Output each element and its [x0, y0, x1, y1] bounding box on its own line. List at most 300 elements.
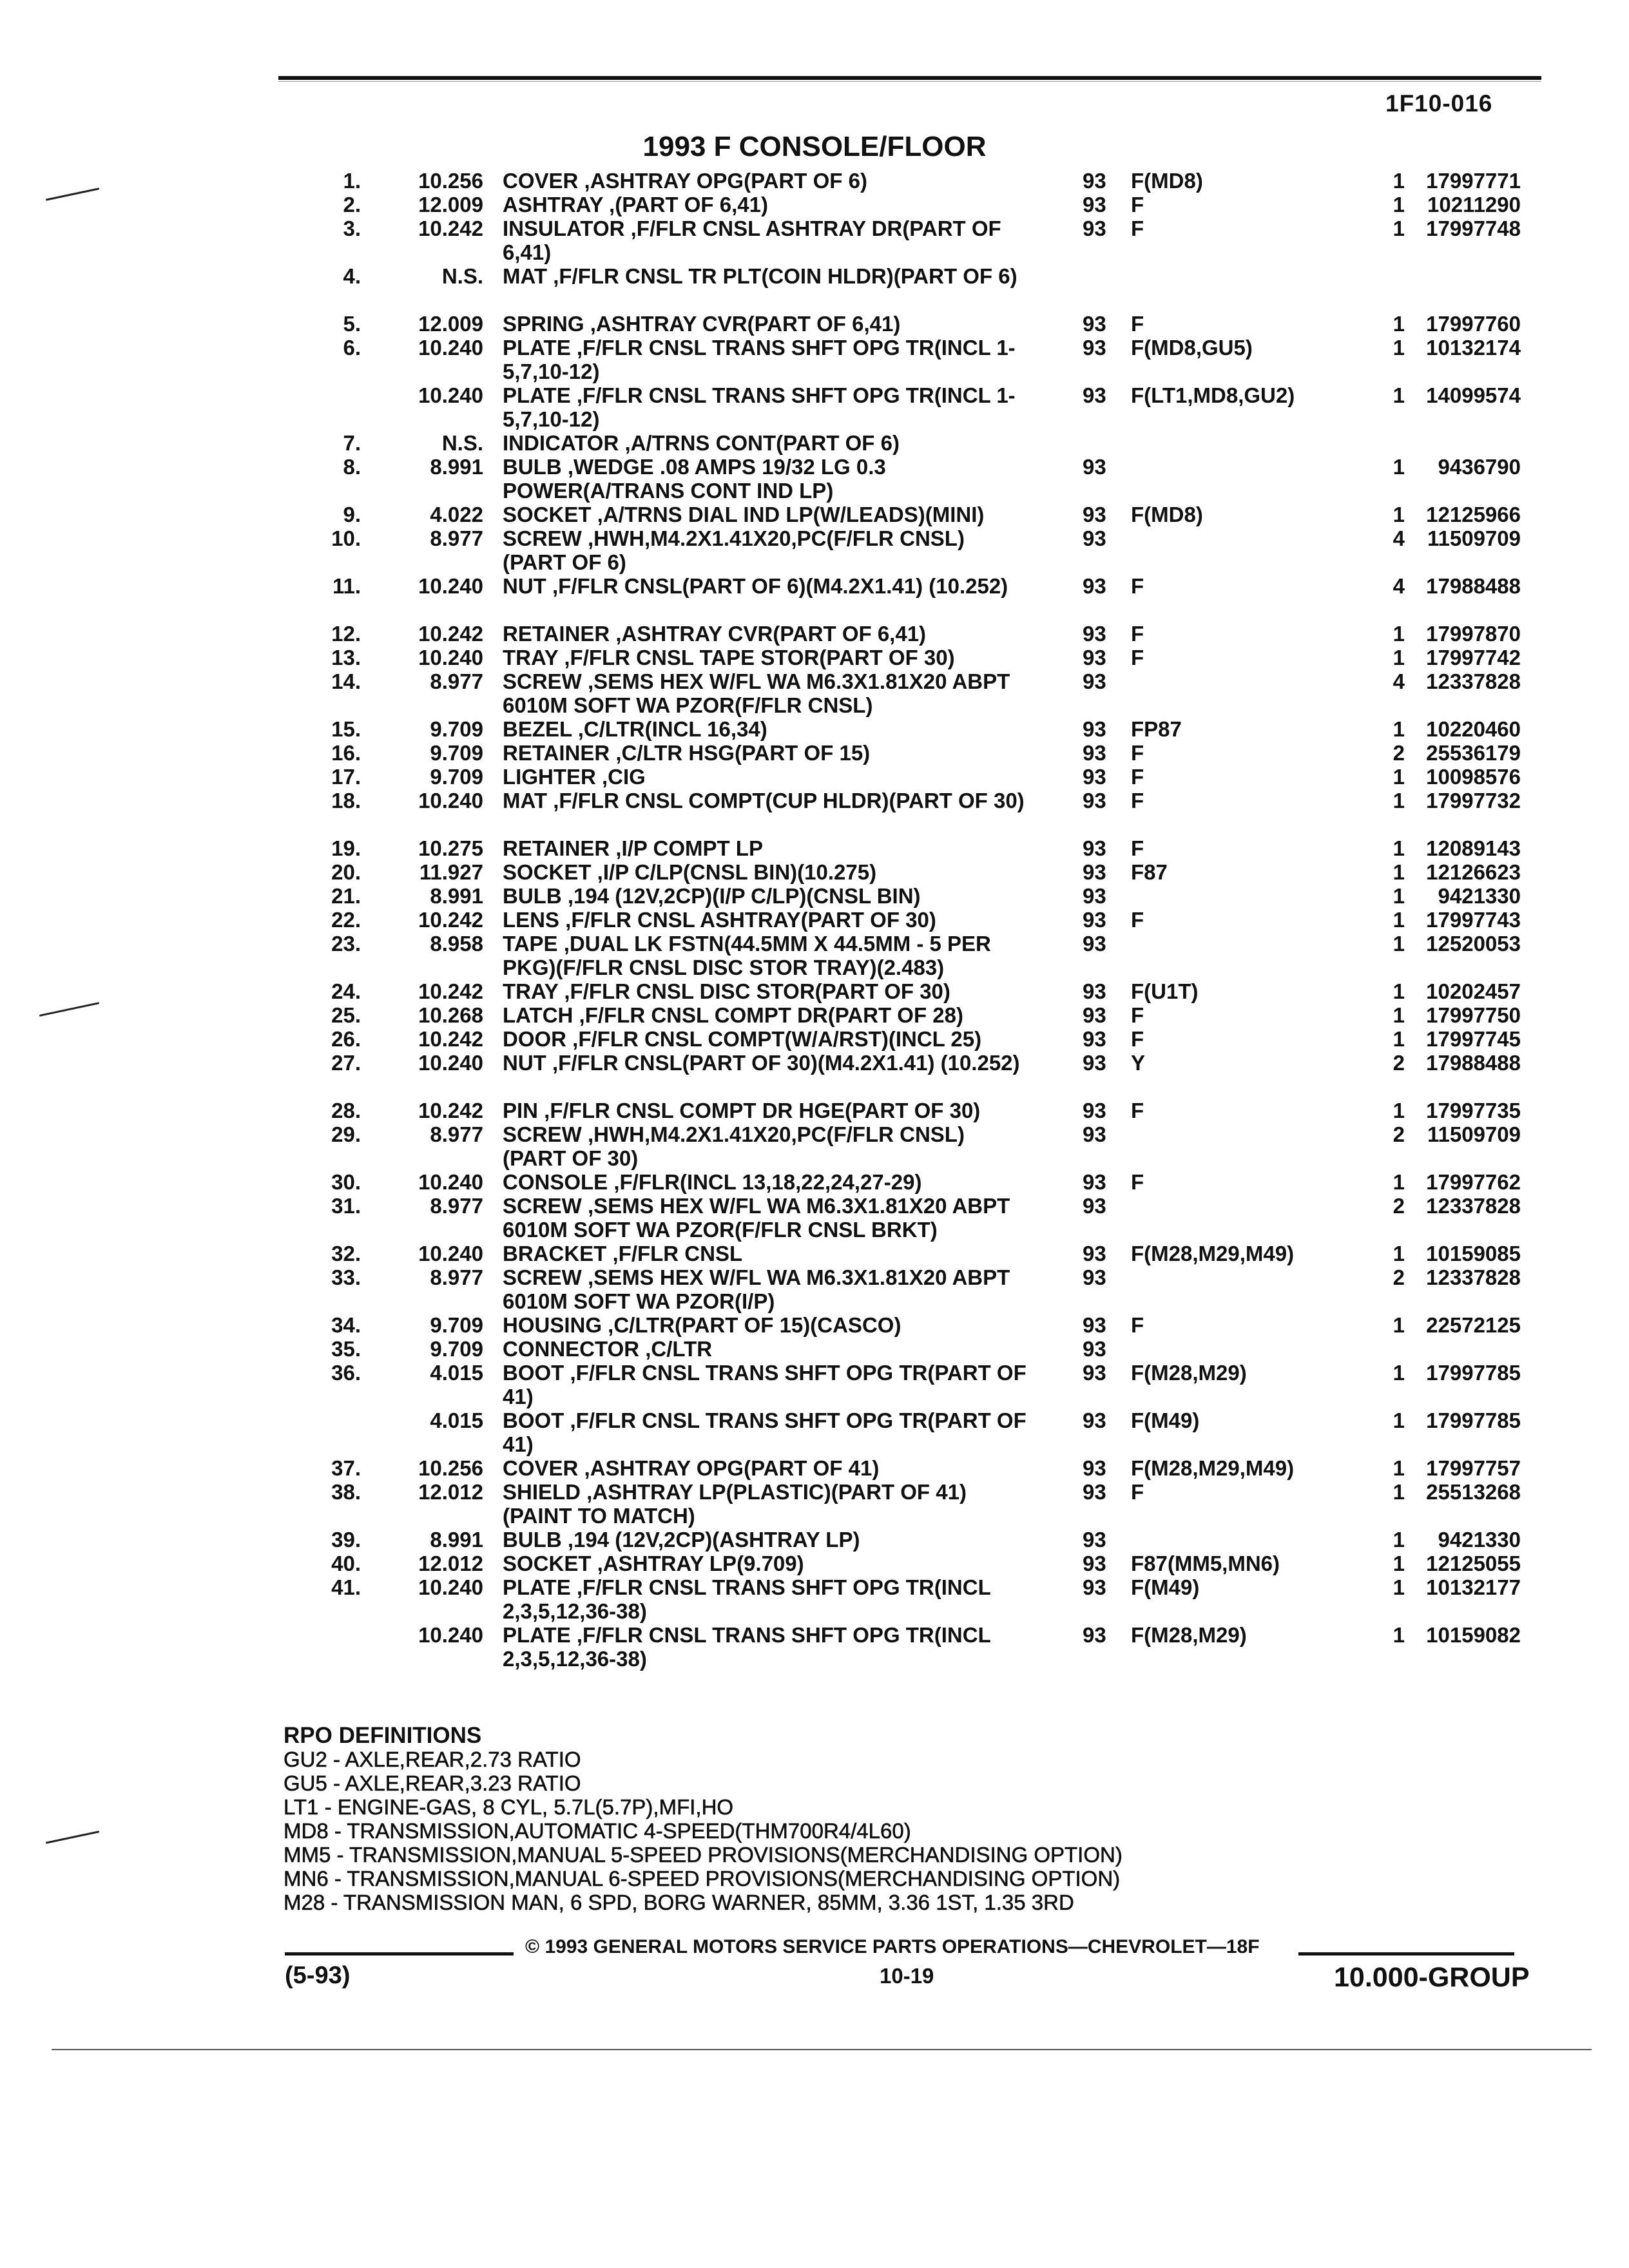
item-number: 34.: [331, 1313, 361, 1337]
part-description: SOCKET ,I/P C/LP(CNSL BIN)(10.275): [503, 860, 877, 884]
part-number: 17997771: [1426, 169, 1521, 193]
rpo-code: F(M28,M29,M49): [1131, 1456, 1295, 1480]
item-number: 27.: [331, 1051, 361, 1075]
rpo-code: F(MD8): [1131, 503, 1203, 526]
part-description: PLATE ,F/FLR CNSL TRANS SHFT OPG TR(INCL 1-5,7,10-12): [503, 383, 1016, 431]
table-row: [0, 336, 1629, 383]
part-number: 17988488: [1426, 1051, 1521, 1075]
group-number: 9.709: [430, 765, 483, 789]
part-description: BOOT ,F/FLR CNSL TRANS SHFT OPG TR(PART OF 41): [503, 1361, 1027, 1408]
part-description: INDICATOR ,A/TRNS CONT(PART OF 6): [503, 431, 900, 455]
group-number: 12.009: [418, 193, 483, 216]
rpo-definitions: [284, 1724, 1123, 1914]
model-year: 93: [1083, 1408, 1106, 1432]
table-row: [0, 884, 1629, 908]
table-row: [0, 979, 1629, 1003]
table-row: [0, 1313, 1629, 1337]
rpo-code: F(MD8): [1131, 169, 1203, 193]
page-id: 1F10-016: [1385, 90, 1493, 117]
part-description: BEZEL ,C/LTR(INCL 16,34): [503, 717, 767, 741]
part-number: 12337828: [1426, 669, 1521, 693]
quantity: 2: [1393, 741, 1405, 765]
quantity: 1: [1393, 1361, 1405, 1385]
model-year: 93: [1083, 1552, 1106, 1575]
group-number: 4.015: [430, 1361, 483, 1385]
part-description: RETAINER ,C/LTR HSG(PART OF 15): [503, 741, 871, 765]
model-year: 93: [1083, 1623, 1106, 1647]
part-number: 12520053: [1426, 932, 1521, 956]
quantity: 1: [1393, 1623, 1405, 1647]
group-number: N.S.: [441, 264, 483, 288]
model-year: 93: [1083, 1313, 1106, 1337]
part-description: TRAY ,F/FLR CNSL TAPE STOR(PART OF 30): [503, 646, 955, 669]
model-year: 93: [1083, 1265, 1106, 1289]
part-description: RETAINER ,ASHTRAY CVR(PART OF 6,41): [503, 622, 927, 646]
item-number: 33.: [331, 1265, 361, 1289]
quantity: 1: [1393, 646, 1405, 669]
part-number: 9436790: [1438, 455, 1521, 479]
quantity: 1: [1393, 336, 1405, 360]
model-year: 93: [1083, 669, 1106, 693]
quantity: 1: [1393, 1528, 1405, 1552]
group-number: 8.977: [430, 1122, 483, 1146]
group-number: 10.240: [418, 1170, 483, 1194]
item-number: 25.: [331, 1003, 361, 1027]
rpo-code: F(M49): [1131, 1408, 1200, 1432]
group-number: 10.268: [418, 1003, 483, 1027]
quantity: 4: [1393, 669, 1405, 693]
model-year: 93: [1083, 1337, 1106, 1361]
part-number: 17997762: [1426, 1170, 1521, 1194]
table-row: [0, 169, 1629, 193]
part-description: PLATE ,F/FLR CNSL TRANS SHFT OPG TR(INCL 2,3,5,12,36-38): [503, 1623, 991, 1671]
model-year: 93: [1083, 526, 1106, 550]
item-number: 11.: [332, 574, 361, 598]
rpo-item: MN6 - TRANSMISSION,MANUAL 6-SPEED PROVISIONS(MERCHANDISING OPTION): [284, 1867, 1121, 1890]
part-number: 17997742: [1426, 646, 1521, 669]
part-description: BULB ,194 (12V,2CP)(I/P C/LP)(CNSL BIN): [503, 884, 921, 908]
rpo-code: FP87: [1131, 717, 1182, 741]
part-number: 10220460: [1426, 717, 1521, 741]
table-row: [0, 1099, 1629, 1122]
table-row: [0, 1122, 1629, 1170]
quantity: 4: [1393, 574, 1405, 598]
footer-page-number: 10-19: [880, 1964, 934, 1988]
part-description: TAPE ,DUAL LK FSTN(44.5MM X 44.5MM - 5 PER PKG)(F/FLR CNSL DISC STOR TRAY)(2.483): [503, 932, 991, 979]
part-description: PIN ,F/FLR CNSL COMPT DR HGE(PART OF 30): [503, 1099, 981, 1122]
model-year: 93: [1083, 1361, 1106, 1385]
part-number: 17997748: [1426, 216, 1521, 240]
table-row: [0, 1003, 1629, 1027]
model-year: 93: [1083, 1027, 1106, 1051]
item-number: 12.: [331, 622, 361, 646]
part-number: 12126623: [1426, 860, 1521, 884]
table-row: [0, 1552, 1629, 1575]
quantity: 2: [1393, 1122, 1405, 1146]
part-number: 10098576: [1426, 765, 1521, 789]
part-description: CONSOLE ,F/FLR(INCL 13,18,22,24,27-29): [503, 1170, 922, 1194]
model-year: 93: [1083, 932, 1106, 956]
item-number: 2.: [343, 193, 361, 216]
rpo-code: F(M28,M29,M49): [1131, 1242, 1295, 1265]
quantity: 1: [1393, 717, 1405, 741]
part-description: SOCKET ,A/TRNS DIAL IND LP(W/LEADS)(MINI): [503, 503, 985, 526]
quantity: 1: [1393, 1027, 1405, 1051]
part-number: 14099574: [1426, 383, 1521, 407]
item-number: 16.: [331, 741, 361, 765]
rpo-code: F(LT1,MD8,GU2): [1131, 383, 1295, 407]
part-number: 12337828: [1426, 1265, 1521, 1289]
top-rule-thin: [278, 81, 1541, 82]
model-year: 93: [1083, 765, 1106, 789]
quantity: 1: [1393, 1575, 1405, 1599]
group-number: 12.012: [418, 1480, 483, 1504]
table-row: [0, 574, 1629, 622]
table-row: [0, 383, 1629, 431]
page-title: 1993 F CONSOLE/FLOOR: [642, 131, 987, 162]
group-number: 8.977: [430, 526, 483, 550]
model-year: 93: [1083, 503, 1106, 526]
group-number: 12.009: [418, 312, 483, 336]
table-row: [0, 1456, 1629, 1480]
group-number: 10.242: [418, 1099, 483, 1122]
part-description: LIGHTER ,CIG: [503, 765, 646, 789]
part-description: SHIELD ,ASHTRAY LP(PLASTIC)(PART OF 41) (PAINT TO MATCH): [503, 1480, 967, 1528]
item-number: 26.: [331, 1027, 361, 1051]
rpo-heading: RPO DEFINITIONS: [284, 1723, 482, 1748]
table-row: [0, 717, 1629, 741]
quantity: 1: [1393, 193, 1405, 216]
model-year: 93: [1083, 622, 1106, 646]
item-number: 19.: [331, 836, 361, 860]
part-number: 17997743: [1426, 908, 1521, 932]
quantity: 1: [1393, 1313, 1405, 1337]
group-number: 10.240: [418, 1242, 483, 1265]
model-year: 93: [1083, 646, 1106, 669]
rpo-code: F87: [1131, 860, 1168, 884]
rpo-item: GU5 - AXLE,REAR,3.23 RATIO: [284, 1771, 581, 1795]
footer-rule-right: [1298, 1952, 1514, 1956]
group-number: 11.927: [419, 860, 483, 884]
table-row: [0, 669, 1629, 717]
rpo-code: F: [1131, 193, 1144, 216]
quantity: 1: [1393, 169, 1405, 193]
part-number: 17997760: [1426, 312, 1521, 336]
part-description: LATCH ,F/FLR CNSL COMPT DR(PART OF 28): [503, 1003, 963, 1027]
item-number: 18.: [331, 789, 361, 812]
item-number: 3.: [343, 216, 361, 240]
model-year: 93: [1083, 860, 1106, 884]
group-number: 9.709: [430, 1337, 483, 1361]
rpo-item: GU2 - AXLE,REAR,2.73 RATIO: [284, 1747, 581, 1771]
group-number: N.S.: [441, 431, 483, 455]
part-number: 17997785: [1426, 1361, 1521, 1385]
part-number: 12337828: [1426, 1194, 1521, 1218]
group-number: 9.709: [430, 717, 483, 741]
table-row: [0, 1194, 1629, 1242]
part-description: CONNECTOR ,C/LTR: [503, 1337, 713, 1361]
quantity: 1: [1393, 622, 1405, 646]
quantity: 1: [1393, 860, 1405, 884]
rpo-code: F: [1131, 765, 1144, 789]
part-number: 9421330: [1438, 884, 1521, 908]
part-description: BULB ,194 (12V,2CP)(ASHTRAY LP): [503, 1528, 860, 1552]
rpo-code: F: [1131, 1003, 1144, 1027]
table-row: [0, 741, 1629, 765]
rpo-code: F: [1131, 1027, 1144, 1051]
model-year: 93: [1083, 1099, 1106, 1122]
group-number: 8.977: [430, 669, 483, 693]
margin-mark: [46, 1831, 100, 1844]
part-description: ASHTRAY ,(PART OF 6,41): [503, 193, 768, 216]
item-number: 38.: [331, 1480, 361, 1504]
model-year: 93: [1083, 312, 1106, 336]
table-row: [0, 431, 1629, 455]
part-number: 25513268: [1426, 1480, 1521, 1504]
item-number: 1.: [343, 169, 361, 193]
model-year: 93: [1083, 1194, 1106, 1218]
model-year: 93: [1083, 216, 1106, 240]
part-number: 17997732: [1426, 789, 1521, 812]
part-number: 25536179: [1426, 741, 1521, 765]
part-number: 11509709: [1427, 1122, 1521, 1146]
group-number: 10.242: [418, 908, 483, 932]
item-number: 22.: [331, 908, 361, 932]
item-number: 35.: [331, 1337, 361, 1361]
rpo-item: M28 - TRANSMISSION MAN, 6 SPD, BORG WARNER, 85MM, 3.36 1ST, 1.35 3RD: [284, 1890, 1074, 1914]
quantity: 4: [1393, 526, 1405, 550]
group-number: 10.275: [418, 836, 483, 860]
item-number: 30.: [331, 1170, 361, 1194]
rpo-code: F: [1131, 1099, 1144, 1122]
rpo-item: LT1 - ENGINE-GAS, 8 CYL, 5.7L(5.7P),MFI,HO: [284, 1795, 734, 1819]
item-number: 28.: [331, 1099, 361, 1122]
item-number: 14.: [331, 669, 361, 693]
model-year: 93: [1083, 455, 1106, 479]
quantity: 1: [1393, 884, 1405, 908]
part-description: NUT ,F/FLR CNSL(PART OF 30)(M4.2X1.41) (10.252): [503, 1051, 1020, 1075]
rpo-code: F: [1131, 216, 1144, 240]
group-number: 4.022: [430, 503, 483, 526]
rpo-code: F: [1131, 1480, 1144, 1504]
quantity: 1: [1393, 1408, 1405, 1432]
group-number: 8.958: [430, 932, 483, 956]
part-description: PLATE ,F/FLR CNSL TRANS SHFT OPG TR(INCL 2,3,5,12,36-38): [503, 1575, 991, 1623]
part-description: INSULATOR ,F/FLR CNSL ASHTRAY DR(PART OF 6,41): [503, 216, 1001, 264]
table-row: [0, 1242, 1629, 1265]
model-year: 93: [1083, 741, 1106, 765]
table-row: [0, 503, 1629, 526]
item-number: 20.: [331, 860, 361, 884]
quantity: 1: [1393, 455, 1405, 479]
table-row: [0, 622, 1629, 646]
table-row: [0, 1337, 1629, 1361]
table-row: [0, 1170, 1629, 1194]
part-number: 9421330: [1438, 1528, 1521, 1552]
part-description: PLATE ,F/FLR CNSL TRANS SHFT OPG TR(INCL 1-5,7,10-12): [503, 336, 1016, 383]
model-year: 93: [1083, 1575, 1106, 1599]
top-rule: [278, 76, 1541, 80]
model-year: 93: [1083, 1528, 1106, 1552]
group-number: 10.240: [418, 1575, 483, 1599]
quantity: 1: [1393, 216, 1405, 240]
quantity: 1: [1393, 836, 1405, 860]
group-number: 8.991: [430, 884, 483, 908]
part-description: SCREW ,HWH,M4.2X1.41X20,PC(F/FLR CNSL) (PART OF 30): [503, 1122, 965, 1170]
table-row: [0, 836, 1629, 860]
rpo-code: F: [1131, 574, 1144, 598]
rpo-code: F87(MM5,MN6): [1131, 1552, 1280, 1575]
footer-rule-left: [285, 1952, 514, 1956]
item-number: 9.: [343, 503, 361, 526]
quantity: 2: [1393, 1265, 1405, 1289]
table-row: [0, 1361, 1629, 1408]
group-number: 12.012: [418, 1552, 483, 1575]
part-number: 17997757: [1426, 1456, 1521, 1480]
group-number: 10.240: [418, 1623, 483, 1647]
group-number: 10.240: [418, 1051, 483, 1075]
group-number: 10.242: [418, 216, 483, 240]
quantity: 1: [1393, 312, 1405, 336]
item-number: 31.: [331, 1194, 361, 1218]
rpo-code: F: [1131, 1313, 1144, 1337]
rpo-code: F: [1131, 789, 1144, 812]
group-number: 10.240: [418, 383, 483, 407]
rpo-code: F(M28,M29): [1131, 1361, 1247, 1385]
table-row: [0, 646, 1629, 669]
quantity: 1: [1393, 503, 1405, 526]
part-number: 10202457: [1426, 979, 1521, 1003]
part-description: COVER ,ASHTRAY OPG(PART OF 6): [503, 169, 867, 193]
table-row: [0, 526, 1629, 574]
part-number: 12089143: [1426, 836, 1521, 860]
model-year: 93: [1083, 169, 1106, 193]
table-row: [0, 312, 1629, 336]
group-number: 8.991: [430, 455, 483, 479]
rpo-code: F: [1131, 312, 1144, 336]
group-number: 10.240: [418, 574, 483, 598]
item-number: 32.: [331, 1242, 361, 1265]
group-number: 10.242: [418, 979, 483, 1003]
table-row: [0, 789, 1629, 836]
part-number: 12125055: [1426, 1552, 1521, 1575]
model-year: 93: [1083, 884, 1106, 908]
table-row: [0, 1408, 1629, 1456]
item-number: 17.: [331, 765, 361, 789]
quantity: 1: [1393, 1456, 1405, 1480]
group-number: 9.709: [430, 1313, 483, 1337]
rpo-item: MD8 - TRANSMISSION,AUTOMATIC 4-SPEED(THM700R4/4L60): [284, 1819, 911, 1843]
table-row: [0, 908, 1629, 932]
item-number: 10.: [331, 526, 361, 550]
part-number: 10159085: [1426, 1242, 1521, 1265]
part-description: MAT ,F/FLR CNSL TR PLT(COIN HLDR)(PART OF 6): [503, 264, 1017, 288]
model-year: 93: [1083, 789, 1106, 812]
part-number: 17997745: [1426, 1027, 1521, 1051]
item-number: 24.: [331, 979, 361, 1003]
table-row: [0, 1027, 1629, 1051]
part-number: 17988488: [1426, 574, 1521, 598]
rpo-item: MM5 - TRANSMISSION,MANUAL 5-SPEED PROVISIONS(MERCHANDISING OPTION): [284, 1843, 1123, 1867]
table-row: [0, 1051, 1629, 1099]
part-description: BULB ,WEDGE .08 AMPS 19/32 LG 0.3 POWER(A/TRANS CONT IND LP): [503, 455, 886, 503]
item-number: 21.: [331, 884, 361, 908]
table-row: [0, 932, 1629, 979]
model-year: 93: [1083, 336, 1106, 360]
part-description: BOOT ,F/FLR CNSL TRANS SHFT OPG TR(PART OF 41): [503, 1408, 1027, 1456]
parts-list: [0, 169, 1629, 1671]
item-number: 40.: [331, 1552, 361, 1575]
model-year: 93: [1083, 574, 1106, 598]
part-number: 17997870: [1426, 622, 1521, 646]
table-row: [0, 264, 1629, 312]
table-row: [0, 216, 1629, 264]
item-number: 23.: [331, 932, 361, 956]
quantity: 1: [1393, 932, 1405, 956]
quantity: 2: [1393, 1194, 1405, 1218]
model-year: 93: [1083, 836, 1106, 860]
part-number: 10132177: [1426, 1575, 1521, 1599]
footer-group: 10.000-GROUP: [1334, 1962, 1530, 1993]
item-number: 29.: [331, 1122, 361, 1146]
quantity: 1: [1393, 383, 1405, 407]
part-description: NUT ,F/FLR CNSL(PART OF 6)(M4.2X1.41) (10.252): [503, 574, 1008, 598]
quantity: 1: [1393, 1170, 1405, 1194]
item-number: 41.: [331, 1575, 361, 1599]
part-description: HOUSING ,C/LTR(PART OF 15)(CASCO): [503, 1313, 901, 1337]
part-number: 17997735: [1426, 1099, 1521, 1122]
part-description: SCREW ,SEMS HEX W/FL WA M6.3X1.81X20 ABPT 6010M SOFT WA PZOR(I/P): [503, 1265, 1010, 1313]
rpo-code: F: [1131, 622, 1144, 646]
part-description: COVER ,ASHTRAY OPG(PART OF 41): [503, 1456, 880, 1480]
model-year: 93: [1083, 383, 1106, 407]
rpo-code: F(MD8,GU5): [1131, 336, 1253, 360]
model-year: 93: [1083, 1456, 1106, 1480]
group-number: 10.256: [418, 169, 483, 193]
footer-copyright: © 1993 GENERAL MOTORS SERVICE PARTS OPERATIONS—CHEVROLET—18F: [525, 1936, 1260, 1957]
group-number: 10.256: [418, 1456, 483, 1480]
model-year: 93: [1083, 1003, 1106, 1027]
table-row: [0, 1575, 1629, 1623]
item-number: 8.: [343, 455, 361, 479]
part-number: 11509709: [1427, 526, 1521, 550]
quantity: 1: [1393, 765, 1405, 789]
part-description: SCREW ,SEMS HEX W/FL WA M6.3X1.81X20 ABPT 6010M SOFT WA PZOR(F/FLR CNSL BRKT): [503, 1194, 1010, 1242]
rpo-code: F(M49): [1131, 1575, 1200, 1599]
part-number: 10159082: [1426, 1623, 1521, 1647]
group-number: 10.240: [418, 789, 483, 812]
table-row: [0, 765, 1629, 789]
bottom-rule: [52, 2049, 1592, 2050]
model-year: 93: [1083, 979, 1106, 1003]
group-number: 9.709: [430, 741, 483, 765]
item-number: 6.: [343, 336, 361, 360]
quantity: 1: [1393, 1480, 1405, 1504]
model-year: 93: [1083, 717, 1106, 741]
item-number: 13.: [331, 646, 361, 669]
rpo-code: Y: [1131, 1051, 1146, 1075]
part-description: DOOR ,F/FLR CNSL COMPT(W/A/RST)(INCL 25): [503, 1027, 982, 1051]
rpo-code: F: [1131, 646, 1144, 669]
table-row: [0, 1480, 1629, 1528]
part-number: 10211290: [1427, 193, 1521, 216]
rpo-code: F(U1T): [1131, 979, 1199, 1003]
part-description: SCREW ,HWH,M4.2X1.41X20,PC(F/FLR CNSL) (PART OF 6): [503, 526, 965, 574]
part-description: BRACKET ,F/FLR CNSL: [503, 1242, 743, 1265]
item-number: 37.: [331, 1456, 361, 1480]
part-number: 17997785: [1426, 1408, 1521, 1432]
rpo-code: F: [1131, 1170, 1144, 1194]
